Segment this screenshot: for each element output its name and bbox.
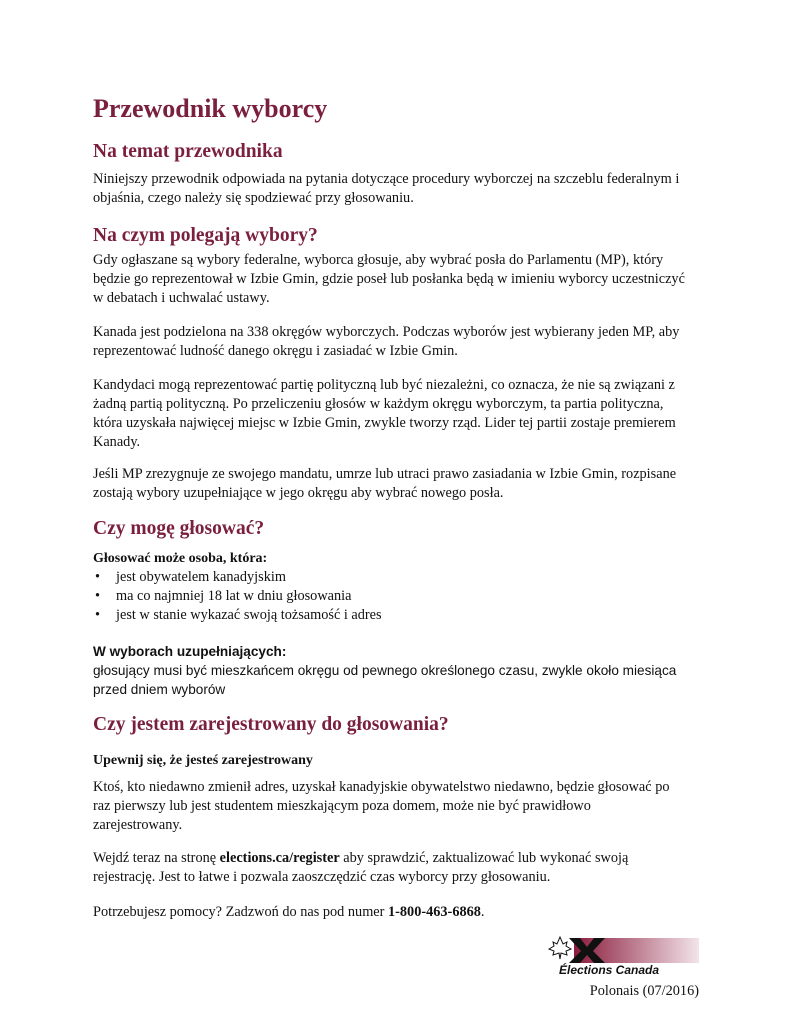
registered-subhead: Upewnij się, że jesteś zarejestrowany <box>93 753 313 768</box>
registered-para-1: Ktoś, kto niedawno zmienił adres, uzyskał kanadyjskie obywatelstwo niedawno, będzie głosować po raz pierwszy lub jest studentem mieszkającym poza domem, może nie być prawidłowo zarejestrowany. <box>93 779 670 833</box>
list-item: • jest obywatelem kanadyjskim <box>95 569 286 585</box>
byelection-subhead: W wyborach uzupełniających: <box>93 644 287 659</box>
elections-canada-logo <box>547 935 699 977</box>
heading-registered: Czy jestem zarejestrowany do głosowania? <box>93 714 449 735</box>
page-title: Przewodnik wyborcy <box>93 94 328 123</box>
elections-para-1: Gdy ogłaszane są wybory federalne, wyborca głosuje, aby wybrać posła do Parlamentu (MP), który będzie go reprezentował w Izbie Gmin, gdzie poseł lub posłanka będą w imieniu wyborcy uczestniczyć w debatach i uchwalać ustawy. <box>93 252 685 306</box>
registered-para-2: Wejdź teraz na stronę elections.ca/register aby sprawdzić, zaktualizować lub wykonać swoją rejestrację. Jest to łatwe i pozwala zaoszczędzić czas wyborcy przy głosowaniu. <box>93 850 629 885</box>
heading-elections: Na czym polegają wybory? <box>93 225 318 246</box>
bullet-icon: • <box>95 569 101 585</box>
bullet-icon: • <box>95 607 101 623</box>
heading-about: Na temat przewodnika <box>93 141 283 162</box>
eligibility-list <box>93 568 382 625</box>
footer-code: Polonais (07/2016) <box>589 983 699 999</box>
about-body: Niniejszy przewodnik odpowiada na pytania dotyczące procedury wyborczej na szczeblu federalnym i objaśnia, czego należy się spodziewać przy głosowaniu. <box>93 171 680 206</box>
registered-para-3: Potrzebujesz pomocy? Zadzwoń do nas pod numer 1-800-463-6868. <box>93 904 485 920</box>
list-item: • jest w stanie wykazać swoją tożsamość i adres <box>95 607 382 623</box>
can-vote-subhead: Głosować może osoba, która: <box>93 551 268 566</box>
phone-number: 1-800-463-6868 <box>388 904 481 920</box>
elections-para-4: Jeśli MP zrezygnuje ze swojego mandatu, umrze lub utraci prawo zasiadania w Izbie Gmin, rozpisane zostają wybory uzupełniające w jego okręgu aby wybrać nowego posła. <box>93 466 677 501</box>
maple-leaf-icon <box>549 937 571 959</box>
heading-can-vote: Czy mogę głosować? <box>93 518 265 539</box>
list-item: • ma co najmniej 18 lat w dniu głosowania <box>95 588 352 604</box>
elections-para-3: Kandydaci mogą reprezentować partię polityczną lub być niezależni, co oznacza, że nie są związani z żadną partią polityczną. Po przeliczeniu głosów w każdym okręgu wyborczym, ta partia polityczna, która uzyskała najwięcej miejsc w Izbie Gmin, zwykle tworzy rząd. Lider tej partii zostaje premierem Kanady. <box>93 377 676 450</box>
byelection-body: głosujący musi być mieszkańcem okręgu od pewnego określonego czasu, zwykle około miesiąca przed dniem wyborów <box>93 663 677 697</box>
bullet-icon: • <box>95 588 101 604</box>
logo-text: Élections Canada <box>559 963 660 977</box>
elections-para-2: Kanada jest podzielona na 338 okręgów wyborczych. Podczas wyborów jest wybierany jeden MP, aby reprezentować ludność danego okręgu i zasiadać w Izbie Gmin. <box>93 324 680 359</box>
register-link[interactable]: elections.ca/register <box>219 850 340 866</box>
